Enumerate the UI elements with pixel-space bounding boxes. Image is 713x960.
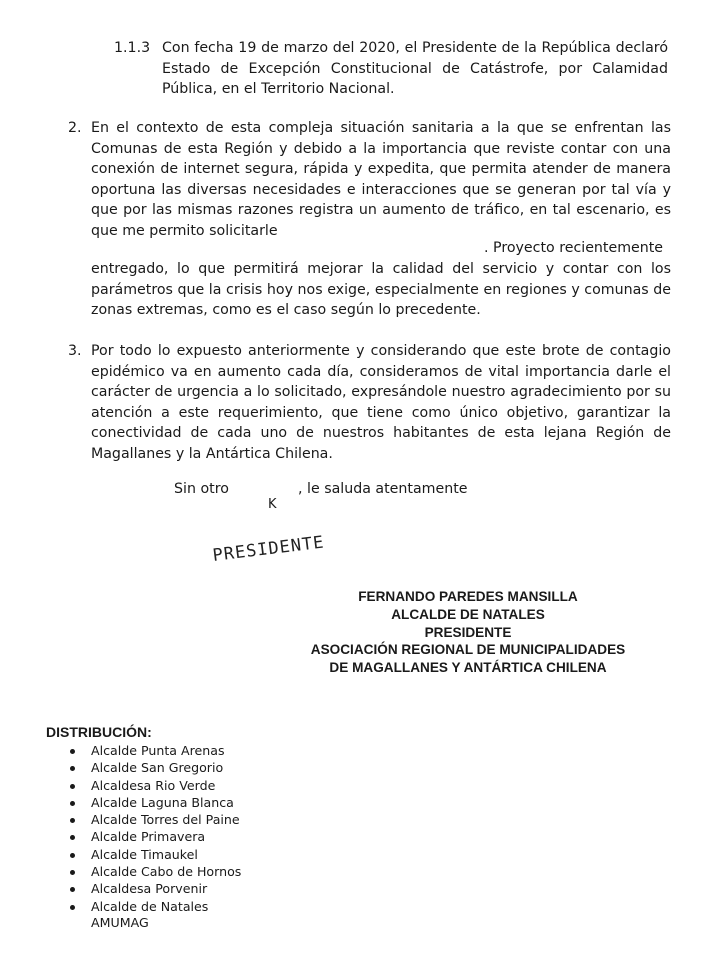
bullet-icon [70,870,75,875]
list-item [70,811,241,828]
item-2-text-part1: En el contexto de esta compleja situación sanitaria a la que se enfrentan las Comunas de esta Región y debido a la importancia que reviste contar con una conexión de internet segura, rápida y expedita, que permita atender de manera oportuna las diversas necesidades e interacciones que se generan por tal vía y que por las mismas razones registra un aumento de tráfico, en tal escenario, es que me permito solicitarle [91,120,671,239]
item-3-number: 3. [68,343,82,359]
item-2-text-part3: entregado, lo que permitirá mejorar la calidad del servicio y contar con los parámetros que la crisis hoy nos exige, especialmente en regiones y comunas de zonas extremas, como es el caso según lo precedente. [91,261,671,319]
list-item-label: Alcalde Laguna Blanca [91,794,234,810]
list-item [70,759,241,776]
list-item-label: Alcaldesa Porvenir [91,881,208,897]
item-2-text-part2: . Proyecto recientemente [484,240,664,256]
list-item [70,828,241,845]
list-item [70,846,241,863]
list-item-label: Alcalde Timaukel [91,846,198,862]
list-item-label: Alcaldesa Rio Verde [91,777,216,793]
bullet-icon [70,853,75,858]
signature-block [303,588,633,677]
list-item-label: Alcalde San Gregorio [91,760,224,776]
signature-role: ALCALDE DE NATALES [391,606,545,622]
distribution-list [70,742,241,915]
list-item-label: Alcalde Cabo de Hornos [91,864,242,880]
list-item [70,880,241,897]
handwritten-mark: K [268,497,277,512]
list-item [70,777,241,794]
item-113-text: Con fecha 19 de marzo del 2020, el Presidente de la República declaró Estado de Excepción Constitucional de Catástrofe, por Calamidad Pública, en el Territorio Nacional. [162,40,668,98]
signature-organization: ASOCIACIÓN REGIONAL DE MUNICIPALIDADES [310,642,626,658]
bullet-icon [70,801,75,806]
item-2-number: 2. [68,120,82,136]
signature-title: PRESIDENTE [424,624,512,640]
presidente-stamp: PRESIDENTE [211,532,326,566]
list-item-label: Alcalde Punta Arenas [91,743,225,758]
bullet-icon [70,766,75,771]
signature-name: FERNANDO PAREDES MANSILLA [358,589,578,604]
item-3-text: Por todo lo expuesto anteriormente y considerando que este brote de contagio epidémico va en aumento cada día, consideramos de vital importancia darle el carácter de urgencia a lo solicitado, expresándole nuestro agradecimiento por su atención a este requerimiento, que tiene como único objetivo, garantizar la conectividad de cada uno de nuestros habitantes de esta lejana Región de Magallanes y la Antártica Chilena. [91,343,671,462]
list-item [70,863,241,880]
list-item [70,898,241,915]
item-113-number: 1.1.3 [114,40,151,56]
bullet-icon [70,749,75,754]
closing-part2: , le saluda atentamente [298,481,468,497]
list-item-label: Alcalde Torres del Paine [91,812,240,828]
bullet-icon [70,905,75,910]
bullet-icon [70,818,75,823]
list-item-label: Alcalde de Natales [91,898,209,914]
signature-organization-2: DE MAGALLANES Y ANTÁRTICA CHILENA [329,660,607,676]
list-item [70,742,241,759]
closing-part1: Sin otro [174,481,229,497]
bullet-icon [70,784,75,789]
list-item [70,794,241,811]
distribution-tail: AMUMAG [91,915,149,930]
bullet-icon [70,835,75,840]
bullet-icon [70,887,75,892]
list-item-label: Alcalde Primavera [91,829,206,845]
distribution-heading: DISTRIBUCIÓN: [46,724,152,740]
